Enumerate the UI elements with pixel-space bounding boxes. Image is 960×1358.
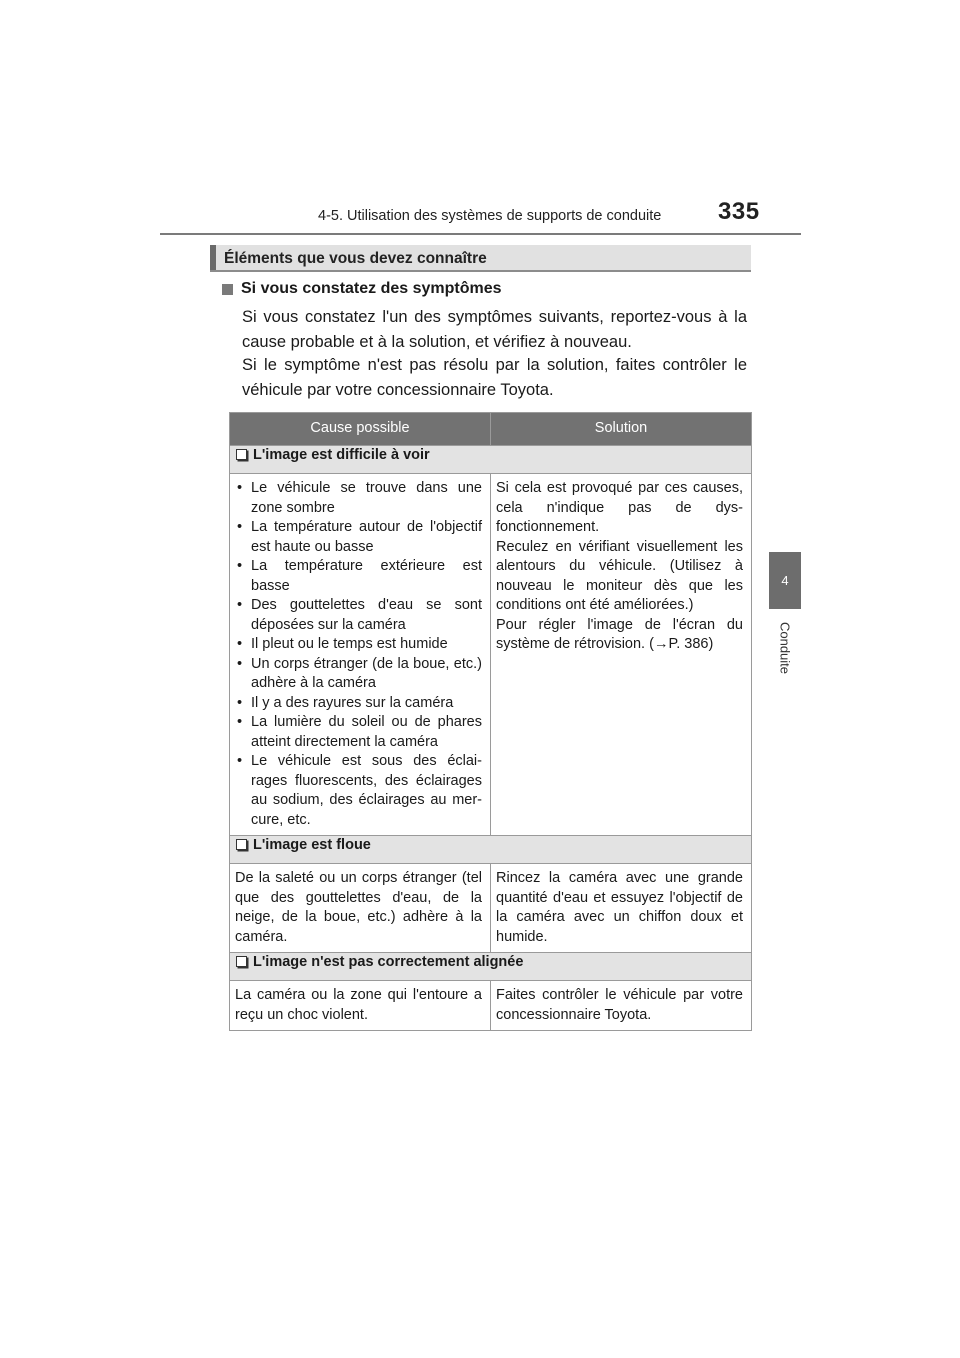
symptom-cell: [230, 953, 752, 981]
troubleshooting-table: [229, 412, 752, 1031]
header-rule: [160, 233, 801, 235]
checkbox-icon: [236, 839, 247, 850]
list-item: • La lumière du soleil ou de phares atteint directement la caméra: [235, 713, 482, 752]
intro-paragraph-2: Si le symptôme n'est pas résolu par la solution, faites contrôler le véhicule par votre concessionnaire Toyota.: [242, 356, 747, 399]
symptom-label: L'image est floue: [253, 837, 371, 853]
solution-cell: Rincez la caméra avec une grande quantité d'eau et essuyez l'objectif de la caméra avec un chiffon doux et humide.: [491, 864, 752, 953]
table-row: [230, 474, 752, 836]
chapter-label: Conduite: [777, 621, 793, 675]
symptom-row: [230, 446, 752, 474]
solution-cell: Faites contrôler le véhicule par votre concessionnaire Toyota.: [491, 981, 752, 1031]
symptom-label: L'image n'est pas correctement alignée: [253, 954, 524, 970]
square-bullet-icon: [222, 284, 233, 295]
checkbox-icon: [236, 956, 247, 967]
solution-cell: [491, 474, 752, 836]
cause-cell: [230, 474, 491, 836]
header-section-title: 4-5. Utilisation des systèmes de supports de conduite: [318, 208, 662, 224]
cause-cell: De la saleté ou un corps étranger (tel que des gouttelettes d'eau, de la neige, de la boue, etc.) adhère à la caméra.: [230, 864, 491, 953]
list-item: • La température autour de l'objectif est haute ou basse: [235, 518, 482, 557]
intro-paragraph-1: Si vous constatez l'un des symptômes suivants, reportez-vous à la cause probable et à la solution, et vérifiez à nouveau.: [242, 308, 747, 351]
list-item: • La température extérieure est basse: [235, 557, 482, 596]
checkbox-icon: [236, 449, 247, 460]
table-row: [230, 981, 752, 1031]
subsection-heading: [222, 280, 502, 298]
list-item: • Le véhicule se trouve dans une zone sombre: [235, 479, 482, 518]
subsection-title: Si vous constatez des symptômes: [241, 280, 502, 297]
section-heading-bar: [210, 245, 751, 272]
symptom-row: [230, 836, 752, 864]
solution-text: Reculez en vérifiant visuellement les alentours du véhicule. (Utilisez à nouveau le moniteur dès que les conditions ont été améliorées.): [496, 538, 743, 613]
section-title: Éléments que vous devez connaître: [224, 250, 487, 267]
symptom-label: L'image est difficile à voir: [253, 447, 430, 463]
list-item: • Le véhicule est sous des éclai-rages fluorescents, des éclairages au sodium, des éclairages au mer-cure, etc.: [235, 752, 482, 830]
column-header-cause: Cause possible: [230, 413, 491, 446]
table-row: [230, 864, 752, 953]
list-item: • Des gouttelettes d'eau se sont déposées sur la caméra: [235, 596, 482, 635]
symptom-cell: [230, 446, 752, 474]
list-item: • Un corps étranger (de la boue, etc.) adhère à la caméra: [235, 655, 482, 694]
page-number: 335: [718, 198, 760, 225]
symptom-row: [230, 953, 752, 981]
solution-text: Pour régler l'image de l'écran du système de rétrovision. (→P. 386): [496, 616, 743, 652]
solution-text: Si cela est provoqué par ces causes, cela n'indique pas de dys-fonctionnement.: [496, 480, 743, 535]
list-item: • Il pleut ou le temps est humide: [235, 635, 482, 655]
cause-list: [235, 479, 482, 830]
chapter-number: 4: [781, 573, 789, 588]
cause-cell: La caméra ou la zone qui l'entoure a reçu un choc violent.: [230, 981, 491, 1031]
table-header-row: [230, 413, 752, 446]
column-header-solution: Solution: [491, 413, 752, 446]
symptom-cell: [230, 836, 752, 864]
chapter-tab: [769, 552, 801, 609]
list-item: • Il y a des rayures sur la caméra: [235, 694, 482, 714]
